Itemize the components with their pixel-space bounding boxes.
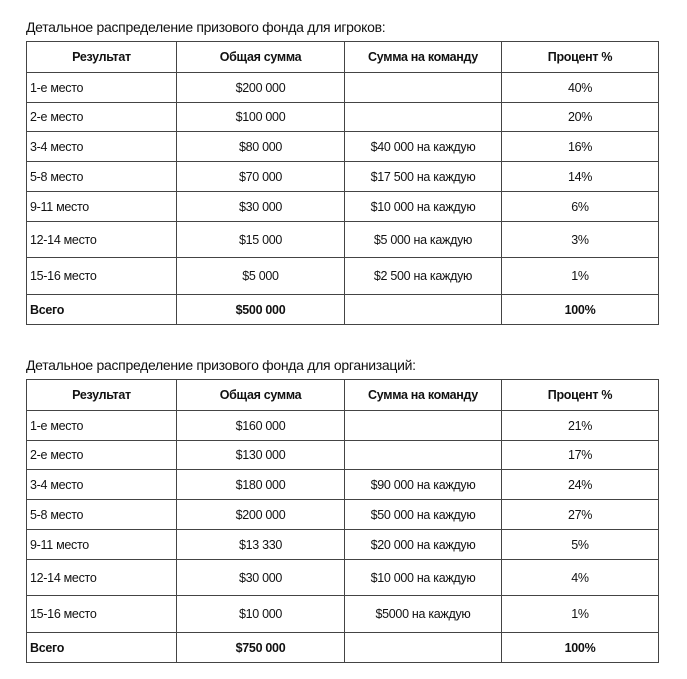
cell-percent: 4% — [502, 560, 659, 596]
cell-per-team — [345, 411, 502, 441]
cell-per-team: $5000 на каждую — [345, 596, 502, 633]
cell-per-team — [345, 73, 502, 103]
cell-result: 3-4 место — [27, 470, 177, 500]
cell-per-team: $20 000 на каждую — [345, 530, 502, 560]
cell-percent: 17% — [502, 441, 659, 470]
cell-percent: 16% — [502, 132, 659, 162]
table-row — [27, 530, 659, 560]
table-row — [27, 103, 659, 132]
cell-result: 1-е место — [27, 411, 177, 441]
players-prize-table — [26, 41, 659, 325]
cell-percent: 27% — [502, 500, 659, 530]
cell-per-team: $40 000 на каждую — [345, 132, 502, 162]
cell-percent: 1% — [502, 258, 659, 295]
header-total: Общая сумма — [177, 42, 345, 73]
cell-per-team: $17 500 на каждую — [345, 162, 502, 192]
table-header-row — [27, 42, 659, 73]
cell-total: $30 000 — [177, 560, 345, 596]
table-row — [27, 258, 659, 295]
cell-per-team: $2 500 на каждую — [345, 258, 502, 295]
cell-total: $130 000 — [177, 441, 345, 470]
cell-total: $200 000 — [177, 500, 345, 530]
cell-percent: 5% — [502, 530, 659, 560]
table-row — [27, 560, 659, 596]
cell-total: $30 000 — [177, 192, 345, 222]
cell-result: Всего — [27, 633, 177, 663]
cell-percent: 20% — [502, 103, 659, 132]
cell-per-team: $10 000 на каждую — [345, 560, 502, 596]
cell-result: Всего — [27, 295, 177, 325]
cell-percent: 14% — [502, 162, 659, 192]
cell-total: $10 000 — [177, 596, 345, 633]
table-row — [27, 73, 659, 103]
cell-percent: 100% — [502, 295, 659, 325]
total-row — [27, 633, 659, 663]
cell-per-team — [345, 633, 502, 663]
table-row — [27, 411, 659, 441]
cell-result: 15-16 место — [27, 258, 177, 295]
cell-percent: 24% — [502, 470, 659, 500]
table-row — [27, 222, 659, 258]
header-result: Результат — [27, 42, 177, 73]
table-row — [27, 192, 659, 222]
total-row — [27, 295, 659, 325]
header-result: Результат — [27, 380, 177, 411]
cell-result: 2-е место — [27, 103, 177, 132]
players-section-title: Детальное распределение призового фонда для игроков: — [26, 19, 386, 35]
cell-per-team: $5 000 на каждую — [345, 222, 502, 258]
cell-percent: 100% — [502, 633, 659, 663]
cell-percent: 1% — [502, 596, 659, 633]
cell-total: $5 000 — [177, 258, 345, 295]
cell-result: 3-4 место — [27, 132, 177, 162]
cell-total: $15 000 — [177, 222, 345, 258]
cell-total: $80 000 — [177, 132, 345, 162]
header-total: Общая сумма — [177, 380, 345, 411]
cell-result: 15-16 место — [27, 596, 177, 633]
table-row — [27, 500, 659, 530]
cell-percent: 21% — [502, 411, 659, 441]
cell-per-team — [345, 441, 502, 470]
table-header-row — [27, 380, 659, 411]
header-per-team: Сумма на команду — [345, 380, 502, 411]
cell-per-team — [345, 295, 502, 325]
cell-total: $70 000 — [177, 162, 345, 192]
header-percent: Процент % — [502, 380, 659, 411]
cell-result: 12-14 место — [27, 560, 177, 596]
header-per-team: Сумма на команду — [345, 42, 502, 73]
cell-total: $200 000 — [177, 73, 345, 103]
cell-per-team — [345, 103, 502, 132]
table-row — [27, 162, 659, 192]
table-row — [27, 470, 659, 500]
cell-percent: 40% — [502, 73, 659, 103]
cell-per-team: $10 000 на каждую — [345, 192, 502, 222]
cell-result: 1-е место — [27, 73, 177, 103]
table-row — [27, 596, 659, 633]
cell-percent: 3% — [502, 222, 659, 258]
cell-total: $500 000 — [177, 295, 345, 325]
cell-total: $750 000 — [177, 633, 345, 663]
cell-per-team: $90 000 на каждую — [345, 470, 502, 500]
cell-result: 2-е место — [27, 441, 177, 470]
cell-total: $13 330 — [177, 530, 345, 560]
table-row — [27, 441, 659, 470]
table-row — [27, 132, 659, 162]
cell-total: $180 000 — [177, 470, 345, 500]
cell-total: $100 000 — [177, 103, 345, 132]
orgs-section-title: Детальное распределение призового фонда для организаций: — [26, 357, 416, 373]
header-percent: Процент % — [502, 42, 659, 73]
cell-per-team: $50 000 на каждую — [345, 500, 502, 530]
cell-percent: 6% — [502, 192, 659, 222]
cell-total: $160 000 — [177, 411, 345, 441]
cell-result: 9-11 место — [27, 192, 177, 222]
cell-result: 9-11 место — [27, 530, 177, 560]
cell-result: 5-8 место — [27, 162, 177, 192]
orgs-prize-table — [26, 379, 659, 663]
cell-result: 12-14 место — [27, 222, 177, 258]
cell-result: 5-8 место — [27, 500, 177, 530]
